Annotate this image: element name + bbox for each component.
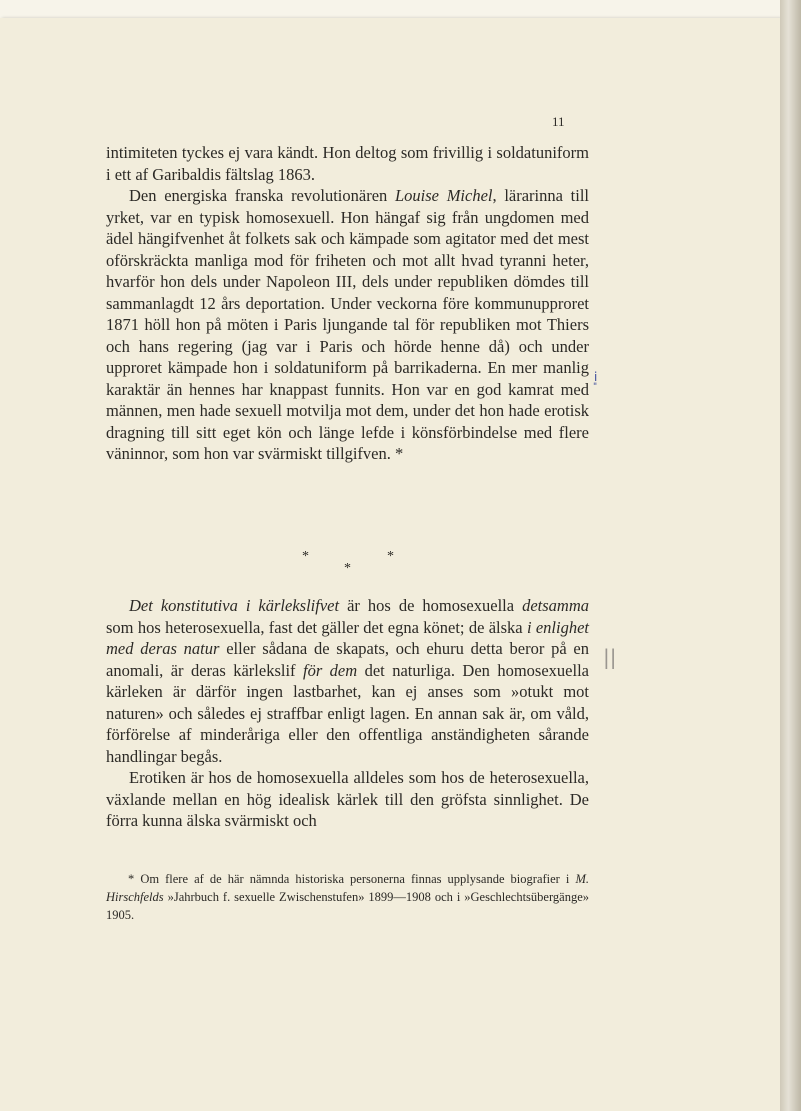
footnote-rule — [106, 866, 589, 867]
paragraph-4 — [106, 767, 589, 832]
paragraph-2 — [106, 185, 589, 465]
italic-text: i enlighet med deras natur — [106, 617, 590, 658]
pencil-margin-mark: || — [603, 645, 617, 669]
divider-star: * — [302, 549, 309, 564]
page-number: 11 — [552, 114, 565, 129]
text-run: , lärarinna till yrket, var en typisk homosexuell. Hon hängaf sig från ungdomen med ädel hängifvenhet åt folkets sak och kämpade som agitator med det mest oförskräckta manliga mod för friheten och mot allt hvad tyranni heter, hvarför hon dels under Napoleon III, dels under republiken dömdes till sammanlagdt 12 års deportation. Under veckorna före kommunupproret 1871 höll hon på möten i Paris ljungande tal för republiken mot Thiers och hans regering (jag var i Paris och hörde henne då) och under upproret kämpade hon i soldatuniform på barrikaderna. En mer manlig karaktär än hennes har knappast funnits. Hon var en god kamrat med männen, men hade sexuell motvilja mot dem, under det hon hade erotisk dragning till sitt eget kön och länge lefde i könsförbindelse med flere väninnor, som hon var svärmiskt tillgifven. * — [106, 186, 589, 463]
text-block-bottom — [106, 595, 589, 832]
text-run: »Jahrbuch f. sexuelle Zwischenstufen» 1899—1908 och i »Geschlechtsübergänge» 1905. — [106, 890, 589, 922]
text-run: * Om flere af de här nämnda historiska personerna finnas upplysande biografier i — [128, 872, 576, 886]
divider-star: * — [387, 549, 394, 564]
footnote — [106, 870, 589, 924]
text-run: är hos de homosexuella — [339, 596, 523, 615]
margin-annotation: " — [593, 382, 598, 392]
text-block-top — [106, 142, 589, 465]
italic-text: M. Hirschfelds — [106, 872, 589, 904]
paragraph-3 — [106, 595, 589, 767]
italic-text: Louise Michel — [394, 186, 493, 205]
section-divider-stars — [106, 546, 589, 576]
book-page — [0, 18, 780, 1111]
text-run: som hos heterosexuella, fast det gäller det egna könet; de älska — [106, 617, 527, 637]
italic-text: för dem — [302, 660, 358, 680]
text-run: det naturliga. Den homosexuella kärleken är därför ingen lastbarhet, kan ej anses som »otukt mot naturen» och således ej straffbar enligt lagen. En annan sak är, om våld, förförelse af minderåriga eller den offentliga anständigheten sårande handlingar begås. — [106, 660, 589, 766]
text-run: eller sådana de skapats, och ehuru detta beror på en anomali, är deras kärlekslif — [106, 639, 589, 680]
page-edge-shadow — [780, 0, 801, 1111]
divider-star: * — [344, 561, 351, 576]
scan-background-top — [0, 0, 801, 18]
text-run: Den energiska franska revolutionären — [129, 186, 395, 205]
italic-text: detsamma — [522, 596, 589, 615]
text-run: Erotiken är hos de homosexuella alldeles som hos de heterosexuella, växlande mellan en hög idealisk kärlek till den gröfsta sinnlighet. De förra kunna älska svärmiskt och — [106, 768, 589, 830]
paragraph-1: intimiteten tyckes ej vara kändt. Hon deltog som frivillig i soldatuniform i ett af Garibaldis fältslag 1863. — [106, 143, 589, 184]
italic-text: Det konstitutiva i kärlekslifvet — [129, 596, 340, 615]
margin-annotation: i — [594, 370, 598, 384]
